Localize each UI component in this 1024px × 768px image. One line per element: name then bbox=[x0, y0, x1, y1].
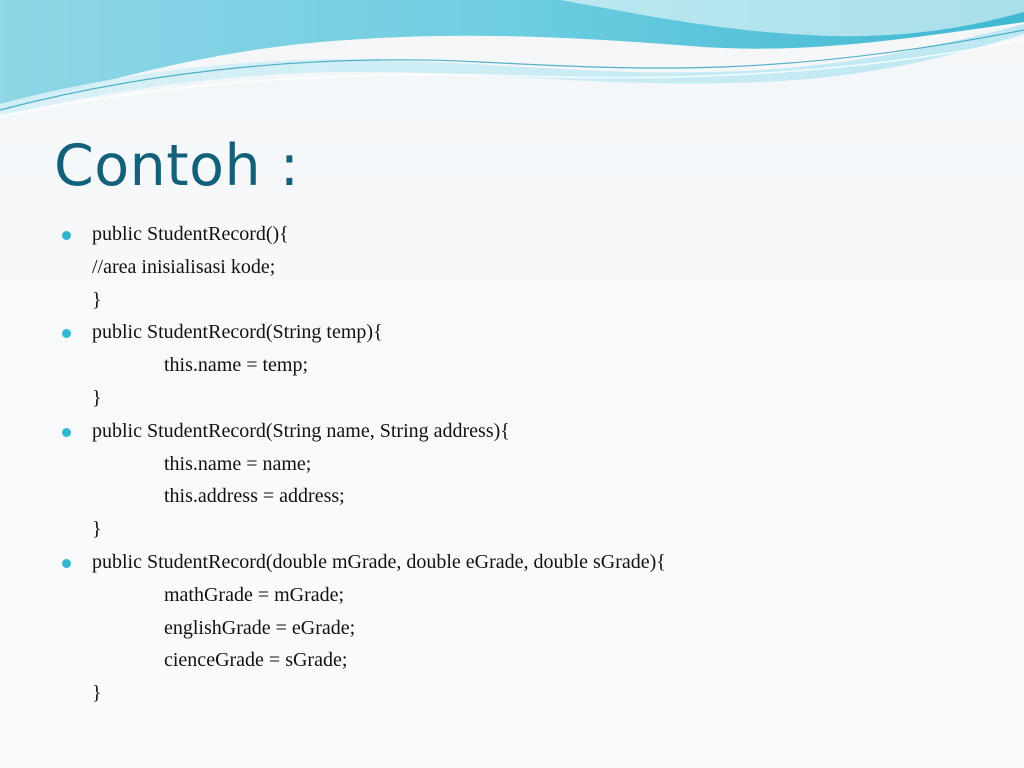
bullet-icon bbox=[62, 231, 71, 240]
list-item-text: public StudentRecord(){ bbox=[92, 223, 289, 245]
bullet-icon bbox=[62, 559, 71, 568]
list-item-text: } bbox=[92, 288, 102, 311]
list-item bbox=[62, 382, 1002, 415]
list-item bbox=[62, 349, 1002, 382]
list-item bbox=[62, 579, 1002, 612]
list-item-text: } bbox=[92, 386, 102, 409]
list-item-text: } bbox=[92, 518, 102, 541]
list-item-text: englishGrade = eGrade; bbox=[164, 616, 356, 639]
list-item bbox=[62, 316, 1002, 349]
list-item-text: public StudentRecord(String temp){ bbox=[92, 321, 383, 344]
list-item bbox=[62, 513, 1002, 546]
list-item-text: this.name = temp; bbox=[164, 354, 309, 377]
list-item-text: cienceGrade = sGrade; bbox=[164, 649, 348, 672]
list-item-text: public StudentRecord(String name, String address){ bbox=[92, 419, 510, 442]
list-item-text: mathGrade = mGrade; bbox=[164, 583, 345, 606]
list-item-text: this.name = name; bbox=[164, 452, 312, 475]
list-item bbox=[62, 480, 1002, 513]
code-bullet-list bbox=[62, 218, 1002, 710]
list-item bbox=[62, 644, 1002, 677]
list-item bbox=[62, 546, 1002, 579]
list-item bbox=[62, 415, 1002, 448]
header-wave-decoration bbox=[0, 0, 1024, 130]
bullet-icon bbox=[62, 428, 71, 437]
list-item bbox=[62, 218, 1002, 251]
bullet-icon bbox=[62, 329, 71, 338]
list-item-text: this.address = address; bbox=[164, 485, 345, 508]
list-item bbox=[62, 251, 1002, 284]
list-item-text: } bbox=[92, 682, 102, 705]
list-item-text: public StudentRecord(double mGrade, double eGrade, double sGrade){ bbox=[92, 550, 666, 573]
list-item bbox=[62, 448, 1002, 481]
list-item bbox=[62, 612, 1002, 645]
list-item-text: //area inisialisasi kode; bbox=[92, 255, 276, 278]
list-item bbox=[62, 677, 1002, 710]
list-item bbox=[62, 284, 1002, 317]
slide-title: Contoh : bbox=[54, 133, 300, 199]
